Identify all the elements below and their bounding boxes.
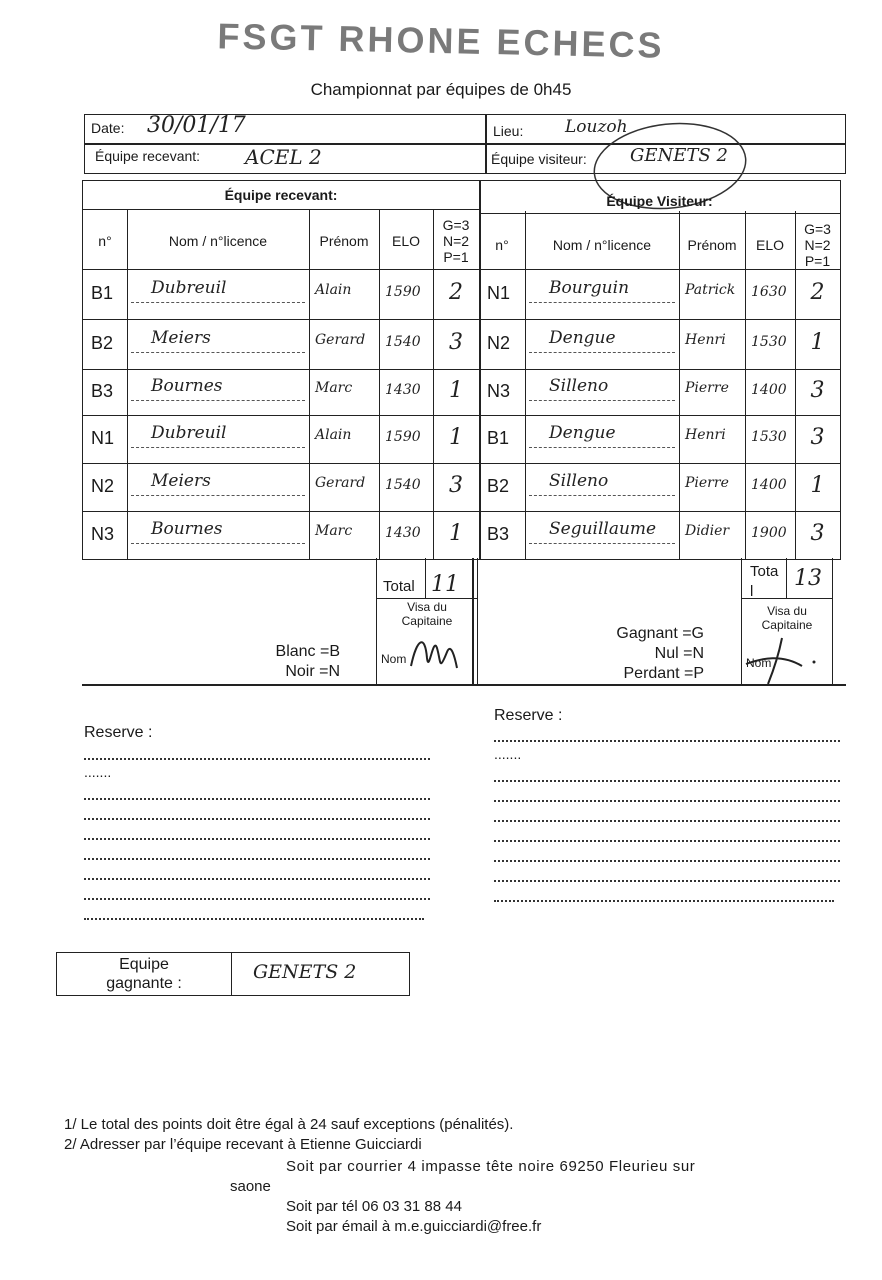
away-row-no: B2 (487, 476, 510, 496)
away-row-dotline (529, 352, 675, 353)
away-row-prenom: Didier (685, 523, 730, 539)
reserve-left-line (84, 818, 430, 820)
away-col-no: n° (495, 237, 509, 253)
home-row-pts: 1 (449, 521, 463, 546)
away-team-label: Équipe visiteur: (491, 151, 587, 167)
reserve-left-line (84, 918, 424, 920)
home-total-label: Total (383, 578, 415, 595)
away-row-dotline (529, 302, 675, 303)
footer-line-5: Soit par tél 06 03 31 88 44 (286, 1198, 462, 1215)
away-row-pts: 3 (810, 378, 825, 403)
away-row-pts: 1 (810, 473, 825, 498)
lieu-value: Louzoh (565, 117, 628, 137)
home-row-no: N1 (91, 428, 115, 448)
footer-line-3: Soit par courrier 4 impasse tête noire 69250 Fleurieu sur (286, 1158, 696, 1175)
reserve-left-label: Reserve : (84, 724, 153, 741)
home-col-elo: ELO (391, 233, 420, 249)
footer-line-6: Soit par émail à m.e.guicciardi@free.fr (286, 1218, 542, 1235)
page-title: FSGT RHONE ECHECS (217, 15, 665, 66)
away-row-elo: 1630 (751, 284, 787, 300)
home-row-dotline (131, 543, 305, 544)
home-col-nom: Nom / n°licence (168, 233, 268, 249)
home-row-pts: 3 (449, 473, 463, 498)
away-row-prenom: Pierre (685, 380, 729, 396)
away-row-pts: 3 (810, 521, 825, 546)
away-row-no: N3 (487, 381, 511, 401)
home-row-elo: 1540 (385, 334, 421, 350)
date-value: 30/01/17 (147, 113, 246, 138)
home-row-prenom: Alain (315, 282, 352, 298)
home-row-pts: 2 (449, 280, 463, 305)
lieu-label: Lieu: (493, 123, 524, 139)
away-row-nom: Silleno (549, 471, 609, 491)
away-row-elo: 1400 (751, 477, 787, 493)
away-row-prenom: Henri (685, 427, 726, 443)
home-row-elo: 1590 (385, 284, 421, 300)
divider (82, 684, 846, 686)
away-row-nom: Seguillaume (549, 519, 657, 539)
home-signature-icon (403, 628, 475, 684)
away-row-nom: Silleno (549, 376, 609, 396)
home-row-dotline (131, 400, 305, 401)
home-row-no: B2 (91, 333, 114, 353)
reserve-left-line (84, 798, 430, 800)
reserve-right-short: ....... (494, 746, 522, 762)
page-subtitle: Championnat par équipes de 0h45 (310, 80, 572, 99)
reserve-right-line (494, 840, 840, 842)
away-row-nom: Dengue (549, 423, 616, 443)
away-row-no: B3 (487, 524, 510, 544)
away-row-elo: 1900 (751, 525, 787, 541)
away-row-pts: 2 (810, 280, 825, 305)
home-row-elo: 1540 (385, 477, 421, 493)
home-nom-label: Nom (381, 652, 407, 666)
home-row-no: N3 (91, 524, 115, 544)
home-row-nom: Bournes (151, 376, 223, 396)
home-row-no: B1 (91, 283, 114, 303)
away-row-pts: 1 (810, 330, 825, 355)
home-col-prenom: Prénom (319, 233, 369, 249)
home-table-title: Équipe recevant: (224, 187, 338, 203)
home-row-elo: 1430 (385, 382, 421, 398)
away-row-dotline (529, 495, 675, 496)
reserve-left-line (84, 878, 430, 880)
away-total-label: Tota l (750, 563, 779, 600)
reserve-right-line (494, 820, 840, 822)
reserve-right-line (494, 860, 840, 862)
home-row-nom: Meiers (151, 328, 211, 348)
home-col-points: G=3 N=2 P=1 (442, 217, 470, 265)
reserve-right-line (494, 740, 840, 742)
away-row-dotline (529, 400, 675, 401)
divider (472, 558, 474, 684)
home-row-pts: 1 (449, 378, 463, 403)
home-row-prenom: Alain (315, 427, 352, 443)
away-row-prenom: Patrick (685, 282, 736, 298)
away-nom-label: Nom (746, 656, 772, 670)
away-row-no: N2 (487, 333, 511, 353)
home-row-dotline (131, 495, 305, 496)
away-row-elo: 1530 (751, 429, 787, 445)
away-table-title: Équipe Visiteur: (606, 193, 713, 209)
home-col-no: n° (98, 233, 112, 249)
home-row-pts: 1 (449, 425, 463, 450)
reserve-right-line (494, 900, 834, 902)
away-total-value: 13 (794, 566, 822, 591)
home-row-dotline (131, 352, 305, 353)
away-team-value: GENETS 2 (630, 145, 728, 166)
home-team-label: Équipe recevant: (95, 148, 201, 164)
away-col-points: G=3 N=2 P=1 (804, 221, 831, 269)
home-row-nom: Bournes (151, 519, 223, 539)
footer-line-1: 1/ Le total des points doit être égal à 24 sauf exceptions (pénalités). (64, 1116, 514, 1133)
home-row-prenom: Gerard (315, 475, 366, 491)
away-row-no: N1 (487, 283, 511, 303)
reserve-right-label: Reserve : (494, 707, 563, 724)
away-col-nom: Nom / n°licence (552, 237, 652, 253)
away-signature-icon (742, 618, 832, 684)
home-row-pts: 3 (449, 330, 463, 355)
away-col-elo: ELO (755, 237, 784, 253)
away-row-elo: 1400 (751, 382, 787, 398)
winner-box (56, 952, 410, 996)
home-row-dotline (131, 302, 305, 303)
home-total-box (376, 558, 478, 685)
home-row-elo: 1430 (385, 525, 421, 541)
home-row-elo: 1590 (385, 429, 421, 445)
results-table (82, 180, 841, 560)
home-total-value: 11 (431, 572, 459, 597)
away-row-pts: 3 (810, 425, 825, 450)
winner-label: Equipe gagnante : (106, 956, 182, 992)
reserve-left-line (84, 758, 430, 760)
home-row-nom: Dubreuil (151, 278, 227, 298)
home-team-value: ACEL 2 (245, 145, 322, 169)
reserve-left-line (84, 898, 430, 900)
winner-value: GENETS 2 (253, 961, 357, 983)
home-row-prenom: Marc (315, 523, 353, 539)
reserve-left-line (84, 858, 430, 860)
home-row-nom: Dubreuil (151, 423, 227, 443)
away-row-nom: Dengue (549, 328, 616, 348)
reserve-left-line (84, 838, 430, 840)
away-visa-label: Visa du Capitaine (761, 604, 813, 632)
home-visa-label: Visa du Capitaine (401, 600, 453, 628)
home-row-prenom: Gerard (315, 332, 366, 348)
home-row-no: N2 (91, 476, 115, 496)
away-row-no: B1 (487, 428, 510, 448)
reserve-right-line (494, 800, 840, 802)
footer-line-2: 2/ Adresser par l’équipe recevant à Etienne Guicciardi (64, 1136, 422, 1153)
reserve-right-line (494, 880, 840, 882)
reserve-left-short: ....... (84, 764, 112, 780)
reserve-right-line (494, 780, 840, 782)
home-row-nom: Meiers (151, 471, 211, 491)
home-row-prenom: Marc (315, 380, 353, 396)
home-row-no: B3 (91, 381, 114, 401)
away-total-box (741, 558, 833, 685)
away-row-nom: Bourguin (549, 278, 630, 298)
legend-results: Gagnant =G Nul =N Perdant =P (616, 625, 704, 682)
away-col-prenom: Prénom (687, 237, 737, 253)
away-row-prenom: Pierre (685, 475, 729, 491)
away-row-dotline (529, 447, 675, 448)
away-row-prenom: Henri (685, 332, 726, 348)
home-row-dotline (131, 447, 305, 448)
legend-colors: Blanc =B Noir =N (275, 643, 340, 680)
away-row-dotline (529, 543, 675, 544)
footer-line-4: saone (230, 1178, 271, 1195)
away-row-elo: 1530 (751, 334, 787, 350)
date-label: Date: (91, 120, 125, 136)
